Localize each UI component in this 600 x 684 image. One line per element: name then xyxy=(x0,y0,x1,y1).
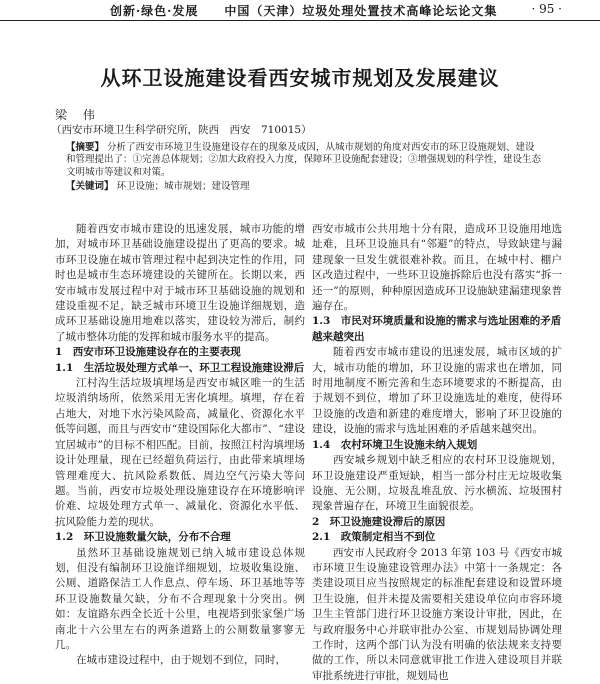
abstract-block xyxy=(66,142,541,193)
subsection-heading: 1.1 生活垃圾处理方式单一、环卫工程设施建设滞后 xyxy=(55,361,305,374)
subsection-heading: 2.1 政策制定相当不到位 xyxy=(312,531,436,544)
abstract-text: 分析了西安市环境卫生设施建设存在的现象及成因，从城市规划的角度对西安市的环卫设施规划、建设和管理提出了：①完善总体规划；②加大政府投入力度，保障环卫设施配套建设；③增强规划的科学性，建设生态文明城市等建议和对策。 xyxy=(66,142,542,178)
subsection-heading: 1.2 环卫设施数量欠缺，分布不合理 xyxy=(55,531,231,544)
paragraph: 随着西安市城市建设的迅速发展，城市区域的扩大，城市功能的增加，环卫设施的需求也在增加，同时用地制度不断完善和生态环境要求的不断提高，由于规划不到位，增加了环卫设施选址的难度，使得环卫设施的改造和新建的难度增大，影响了环卫设施的建设，设施的需求与选址困难的矛盾越来越突出。 xyxy=(312,346,562,436)
paragraph: 西安市人民政府令 2013 年第 103 号《西安市城市环境卫生设施建设管理办法》中第十一条规定：各类建设项目应当按照规定的标准配套建设和设置环境卫生设施，但并未提及需要相关建设单位向市容环境卫生主管部门进行环卫设施方案设计审批，因此，在与政府服务中心并联审批办公室、市规划局协调处理工作时，这两个部门认为没有明确的依法规来支持要做的工作，所以未同意就审批工作进入建设项目并联审批系统进行审批，规划局也 xyxy=(312,546,562,682)
paragraph: 随着西安市城市建设的迅速发展，城市功能的增加，对城市环卫基础设施建设提出了更高的要求。城市环卫设施在城市管理过程中起到决定性的作用，同时也是城市生态环境建设的关键所在。长期以来，西安市城市发展过程中对于城市环卫基础设施的规划和建设重视不足，缺乏城市环境卫生设施详细规划，造成环卫基础设施用地难以落实，建设较为滞后，制约了城市整体功能的发挥和城市服务水平的提高。 xyxy=(55,223,305,343)
paragraph: 江村沟生活垃圾填埋场是西安市城区唯一的生活垃圾消纳场所，依然采用无害化填埋。填埋，存在着占地大，对地下水污染风险高，减量化、资源化水平低等问题，而且与西安市“建设国际化大都市”、“建设宜居城市”的目标不相匹配。目前，按照江村沟填埋场设计处理量，现在已经超负荷运行，由此带来填埋场管理难度大、抗风险系数低、周边空气污染大等问题。当前，西安市垃圾处理设施建设存在环境影响评价难、垃圾处理方式单一、减量化、资源化水平低、抗风险能力差的现状。 xyxy=(55,377,305,528)
left-column xyxy=(55,222,305,669)
abstract xyxy=(66,142,541,179)
keywords xyxy=(66,181,541,193)
paragraph: 虽然环卫基础设施规划已纳入城市建设总体规划，但没有编制环卫设施详细规划，垃圾收集设施、公厕、道路保洁工人作息点、停车场、环卫基地等等环卫设施数量欠缺，分布不合理现象十分突出。例如：友谊路东西全长近十公里，电视塔到张家堡广场南北十六公里左右的两条道路上的公厕数量寥寥无几。 xyxy=(55,546,305,651)
right-column xyxy=(312,222,562,684)
running-header xyxy=(0,0,600,21)
abstract-label: 【摘要】 xyxy=(66,142,105,153)
article-title: 从环卫设施建设看西安城市规划及发展建议 xyxy=(100,66,500,90)
section-heading: 1 西安市环卫设施建设存在的主要表现 xyxy=(55,346,241,359)
section-heading: 2 环卫设施建设滞后的原因 xyxy=(312,515,446,528)
author: 梁 伟 xyxy=(55,108,101,122)
paragraph: 西安城乡规划中缺乏相应的农村环卫设施规划，环卫设施建设严重短缺，相当一部分村庄无垃圾收集设施、无公厕，垃圾乱堆乱放、污水横流、垃圾围村现象普遍存在，环境卫生面貌很差。 xyxy=(312,454,562,513)
journal-name: 创新·绿色·发展 中国（天津）垃圾处理处置技术高峰论坛论文集 xyxy=(110,4,498,18)
subsection-heading: 1.4 农村环境卫生设施未纳入规划 xyxy=(312,438,478,451)
paragraph: 西安市城市公共用地十分有限，造成环卫设施用地选址难，且环卫设施具有“邻避”的特点，导致缺建与漏建现象一旦发生就很难补救。而且，在城中村、棚户区改造过程中，一些环卫设施拆除后也没有落实“拆一还一”的原则，种种原因造成环卫设施缺建漏建现象普遍存在。 xyxy=(312,223,562,313)
keywords-text: 环卫设施；城市规划；建设管理 xyxy=(116,180,250,192)
paragraph: 在城市建设过程中，由于规划不到位，同时， xyxy=(76,654,286,667)
page-number: · 95 · xyxy=(531,2,562,16)
affiliation: （西安市环境卫生科学研究所，陕西 西安 710015） xyxy=(51,124,312,136)
keywords-label: 【关键词】 xyxy=(66,180,114,192)
subsection-heading: 1.3 市民对环境质量和设施的需求与选址困难的矛盾越来越突出 xyxy=(312,315,562,343)
